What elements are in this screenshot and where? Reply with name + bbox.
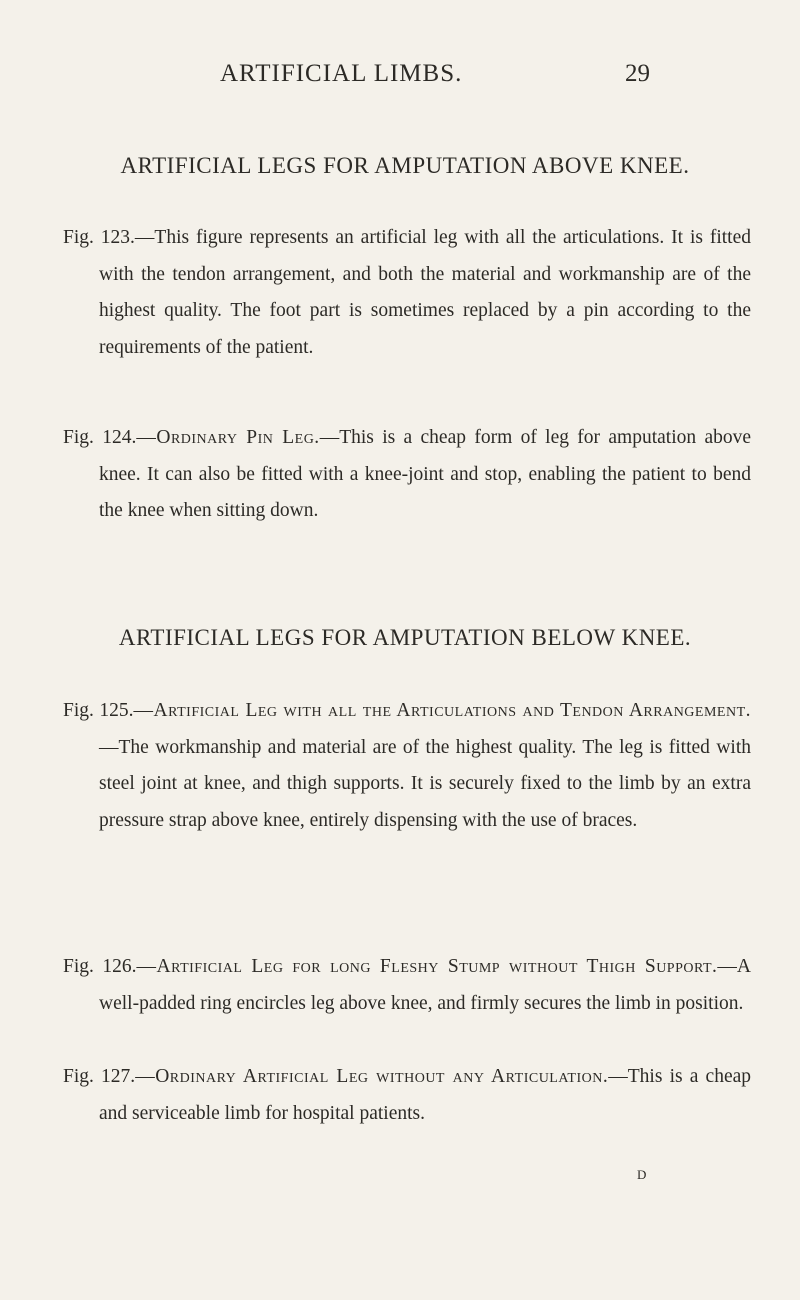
figure-description: —This figure represents an artificial leg with all the articulations. It is fitted with the tendon arrangement, and both the material and workmanship are of the highest quality. The foot part is sometimes replaced by a pin according to the requirements of the patient. [99,227,752,358]
figure-entry-123 [63,220,751,366]
figure-description: —The workmanship and material are of the highest quality. The leg is fitted with steel joint at knee, and thigh supports. It is securely fixed to the limb by an extra pressure strap above knee, entirely dispensing with the use of braces. [99,736,751,831]
figure-entry-126 [63,949,751,1022]
figure-label: Fig. 123. [63,227,135,248]
figure-label: Fig. 126. [63,956,137,977]
figure-description: —This is a cheap and serviceable limb for hospital patients. [99,1066,752,1124]
signature-mark: D [637,1167,647,1182]
page-number: 29 [625,60,650,87]
figure-caption: —Artificial Leg with all the Articulations and Tendon Arrangement. [133,700,751,721]
figure-label: Fig. 125. [63,700,134,721]
figure-entry-127 [63,1059,751,1132]
figure-caption: —Artificial Leg for long Fleshy Stump without Thigh Support. [136,956,718,977]
figure-description: —A well-padded ring encircles leg above knee, and firmly secures the limb in position. [99,956,752,1014]
figure-entry-125 [63,693,751,839]
figure-label: Fig. 124. [63,427,137,448]
section-heading-below-knee: ARTIFICIAL LEGS FOR AMPUTATION BELOW KNEE. [118,625,692,650]
figure-caption: —Ordinary Pin Leg. [136,427,320,448]
figure-description: —This is a cheap form of leg for amputation above knee. It can also be fitted with a knee-joint and stop, enabling the patient to bend the knee when sitting down. [99,427,752,521]
running-head: ARTIFICIAL LIMBS. [220,60,463,87]
figure-entry-124 [63,420,751,530]
figure-label: Fig. 127. [63,1066,136,1087]
section-heading-above-knee: ARTIFICIAL LEGS FOR AMPUTATION ABOVE KNEE. [120,153,690,178]
figure-caption: —Ordinary Artificial Leg without any Articulation. [135,1066,609,1087]
